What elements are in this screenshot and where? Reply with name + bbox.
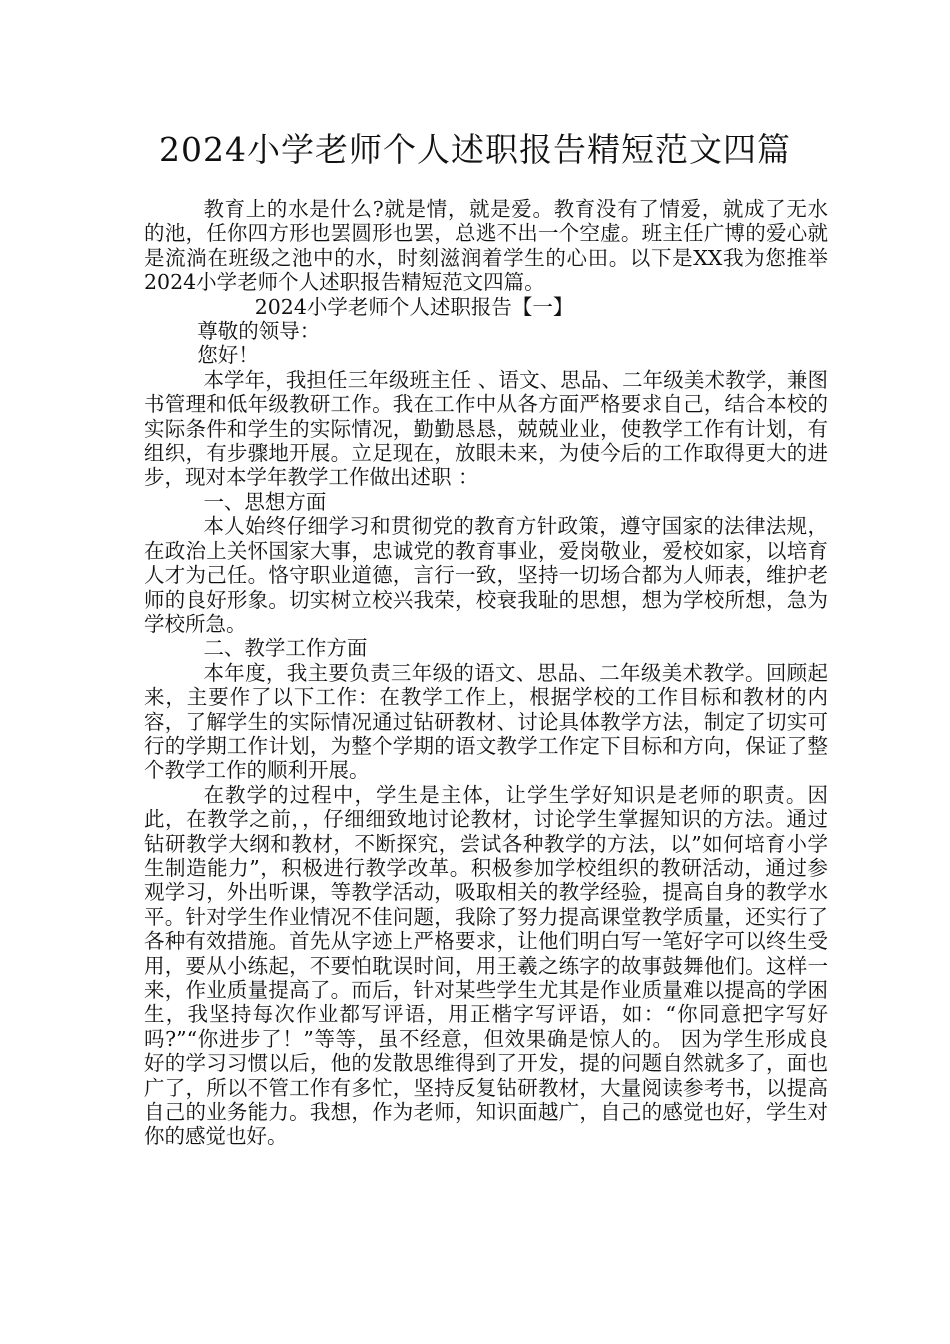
- greeting: 您好！: [197, 343, 259, 368]
- paragraph-3: 本年度，我主要负责三年级的语文、思品、二年级美术教学。回顾起来，主要作了以下工作：在教学工作上，根据学校的工作目标和教材的内容，了解学生的实际情况通过钻研教材、讨论具体教学方法，制定了切实可行的学期工作计划，为整个学期的语文教学工作定下目标和方向，保证了整个教学工作的顺利开展。: [144, 660, 828, 783]
- document-title: 2024小学老师个人述职报告精短范文四篇: [159, 130, 791, 169]
- document-body: [144, 197, 828, 1149]
- salutation: 尊敬的领导：: [197, 319, 321, 344]
- paragraph-1: 本学年，我担任三年级班主任 、语文、思品、二年级美术教学，兼图书管理和低年级教研工作。我在工作中从各方面严格要求自己，结合本校的实际条件和学生的实际情况，勤勤恳恳，兢兢业业，使教学工作有计划，有组织，有步骤地开展。立足现在，放眼未来，为使今后的工作取得更大的进步，现对本学年教学工作做出述职 ：: [144, 367, 828, 490]
- heading-teaching: 二、教学工作方面: [203, 636, 368, 661]
- paragraph-2: 本人始终仔细学习和贯彻党的教育方针政策，遵守国家的法律法规，在政治上关怀国家大事，忠诚党的教育事业，爱岗敬业，爱校如家，以培育人才为己任。恪守职业道德，言行一致，坚持一切场合都为人师表，维护老师的良好形象。切实树立校兴我荣，校衰我耻的思想，想为学校所想，急为学校所急。: [144, 514, 828, 636]
- intro-paragraph: 教育上的水是什么?就是情，就是爱。教育没有了情爱，就成了无水的池，任你四方形也罢圆形也罢，总逃不出一个空虚。班主任广博的爱心就是流淌在班级之池中的水，时刻滋润着学生的心田。以下是XX我为您推举2024小学老师个人述职报告精短范文四篇。: [144, 197, 828, 295]
- heading-thought: 一、思想方面: [203, 489, 327, 514]
- paragraph-4: 在教学的过程中，学生是主体，让学生学好知识是老师的职责。因此，在教学之前，，仔细细致地讨论教材，讨论学生掌握知识的方法。通过钻研教学大纲和教材，不断探究，尝试各种教学的方法，以”如何培育小学生制造能力”，积极进行教学改革。积极参加学校组织的教研活动，通过参观学习，外出听课，等教学活动，吸取相关的教学经验，提高自身的教学水平。针对学生作业情况不佳问题，我除了努力提高课堂教学质量，还实行了各种有效措施。首先从字迹上严格要求，让他们明白写一笔好字可以终生受用，要从小练起，不要怕耽误时间，用王羲之练字的故事鼓舞他们。这样一来，作业质量提高了。而后，针对某些学生尤其是作业质量难以提高的学困生，我坚持每次作业都写评语，用正楷字写评语，如：“你同意把字写好吗?”“你进步了！”等等，虽不经意，但效果确是惊人的。 因为学生形成良好的学习习惯以后，他的发散思维得到了开发，提的问题自然就多了，面也广了，所以不管工作有多忙，坚持反复钻研教材，大量阅读参考书，以提高自己的业务能力。我想，作为老师，知识面越广，自己的感觉也好，学生对你的感觉也好。: [144, 782, 828, 1149]
- section-heading: 2024小学老师个人述职报告【一】: [254, 294, 574, 319]
